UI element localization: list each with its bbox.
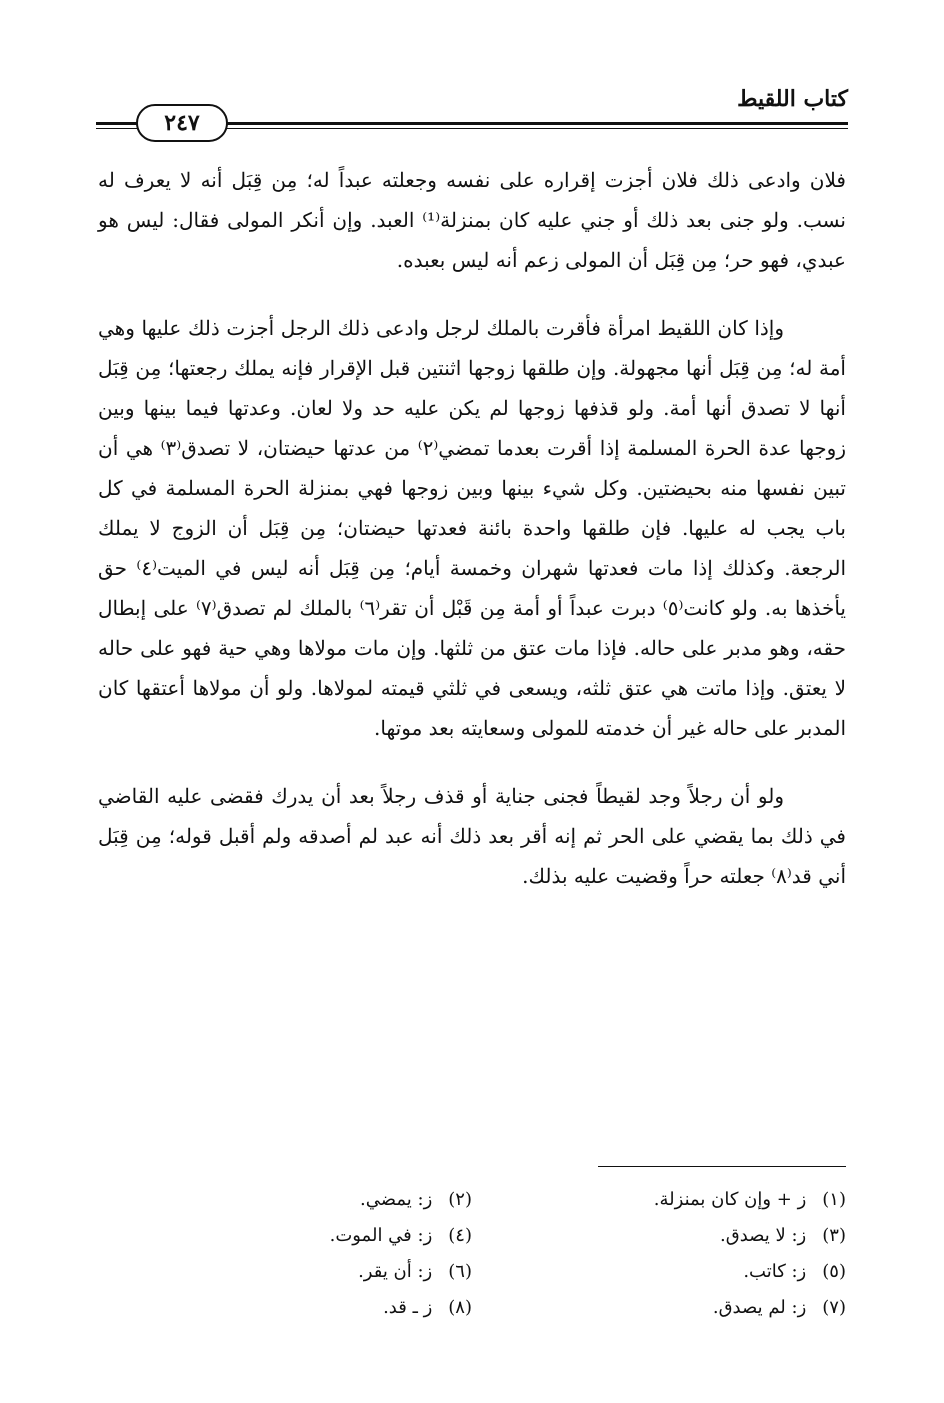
- main-text: [98, 160, 846, 924]
- footnote-number: (٥): [822, 1261, 846, 1282]
- book-title: كتاب اللقيط: [737, 86, 848, 112]
- footnote-number: (٧): [822, 1297, 846, 1318]
- footnote: [98, 1218, 472, 1254]
- footnote: [472, 1254, 846, 1290]
- paragraph: ولو أن رجلاً وجد لقيطاً فجنى جناية أو قذف رجلاً بعد أن يدرك فقضى عليه القاضي في ذلك بما يقضي على الحر ثم إنه أقر بعد ذلك أنه عبد لم أصدقه ولم أقبل قوله؛ مِن قِبَل أني قد⁽٨⁾ جعلته حراً وقضيت عليه بذلك.: [98, 784, 846, 888]
- footnote-text: ز: في الموت.: [329, 1225, 433, 1246]
- footnote-number: (٨): [448, 1297, 472, 1318]
- footnote: [98, 1290, 472, 1326]
- paragraph: فلان وادعى ذلك فلان أجزت إقراره على نفسه وجعلته عبداً له؛ مِن قِبَل أنه لا يعرف له نسب. ولو جنى بعد ذلك أو جني عليه كان بمنزلة⁽¹⁾ العبد. وإن أنكر المولى فقال: ليس هو عبدي، فهو حر؛ مِن قِبَل أن المولى زعم أنه ليس بعبده.: [98, 168, 846, 272]
- footnote: [472, 1218, 846, 1254]
- footnote-text: ز: كاتب.: [743, 1261, 807, 1282]
- page-header: [96, 86, 848, 134]
- footnote-separator: [598, 1166, 846, 1167]
- footnote: [98, 1182, 472, 1218]
- footnote-number: (٤): [448, 1225, 472, 1246]
- footnote-text: ز: لم يصدق.: [712, 1297, 807, 1318]
- footnote-number: (٦): [448, 1261, 472, 1282]
- footnote-text: ز: يمضي.: [360, 1189, 433, 1210]
- footnote: [472, 1290, 846, 1326]
- footnote-number: (١): [822, 1189, 846, 1210]
- paragraph: وإذا كان اللقيط امرأة فأقرت بالملك لرجل وادعى ذلك الرجل أجزت ذلك عليها وهي أمة له؛ مِن قِبَل أنها مجهولة. وإن طلقها زوجها اثنتين قبل الإقرار فإنه يملك رجعتها؛ مِن قِبَل أنها لا تصدق أنها أمة. ولو قذفها زوجها لم يكن عليه حد ولا لعان. وعدتها فيما بينها وبين زوجها عدة الحرة المسلمة إذا أقرت بعدما تمضي⁽٢⁾ من عدتها حيضتان، لا تصدق⁽٣⁾ هي أن تبين نفسها منه بحيضتين. وكل شيء بينها وبين زوجها فهي بمنزلة الحرة المسلمة في كل باب يجب له عليها. فإن طلقها واحدة بائنة فعدتها حيضتان؛ مِن قِبَل أن الزوج لا يملك الرجعة. وكذلك إذا مات فعدتها شهران وخمسة أيام؛ مِن قِبَل أنه ليس في الميت⁽٤⁾ حق يأخذها به. ولو كانت⁽٥⁾ دبرت عبداً أو أمة مِن قَبْل أن تقر⁽٦⁾ بالملك لم تصدق⁽٧⁾ على إبطال حقه، وهو مدبر على حاله. فإذا مات عتق من ثلثها. وإن مات مولاها وهي حية فهو على حاله لا يعتق. وإذا ماتت هي عتق ثلثه، ويسعى في ثلثي قيمته لمولاها. ولو أن مولاها أعتقها كان المدبر على حاله غير أن خدمته للمولى وسعايته بعد موتها.: [98, 316, 846, 740]
- page-number: ٢٤٧: [136, 104, 228, 142]
- footnotes: [98, 1182, 846, 1326]
- footnote: [472, 1182, 846, 1218]
- footnote-text: ز: لا يصدق.: [720, 1225, 807, 1246]
- footnote-text: ز + وإن كان بمنزلة.: [653, 1189, 807, 1210]
- footnote-number: (٢): [448, 1189, 472, 1210]
- footnote: [98, 1254, 472, 1290]
- footnote-text: ز ـ قد.: [383, 1297, 433, 1318]
- footnote-number: (٣): [822, 1225, 846, 1246]
- footnote-text: ز: أن يقر.: [358, 1261, 433, 1282]
